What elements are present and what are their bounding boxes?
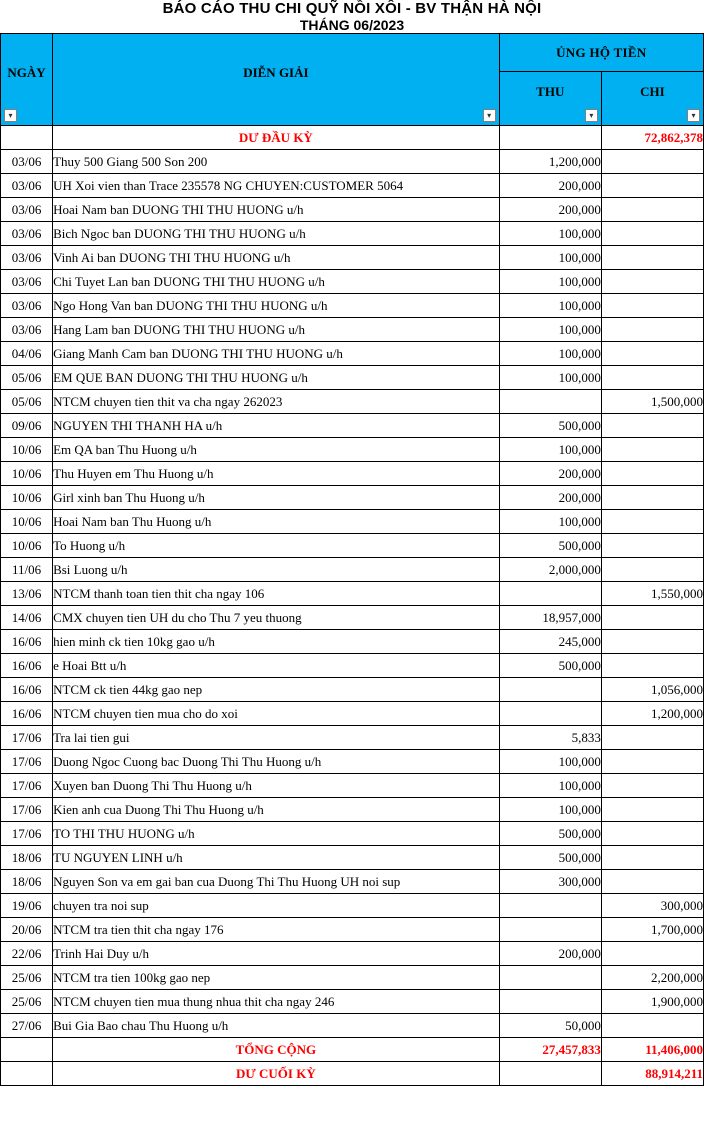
cell-description: Bsi Luong u/h xyxy=(53,558,500,582)
cell-date: 03/06 xyxy=(1,150,53,174)
cell-description: Thuy 500 Giang 500 Son 200 xyxy=(53,150,500,174)
table-row xyxy=(1,510,704,534)
cell-thu xyxy=(499,990,601,1014)
table-row xyxy=(1,678,704,702)
cell-thu: 100,000 xyxy=(499,246,601,270)
opening-balance-label: DƯ ĐẦU KỲ xyxy=(53,126,500,150)
cell-date: 18/06 xyxy=(1,870,53,894)
cell-chi: 1,550,000 xyxy=(601,582,703,606)
cell-date: 17/06 xyxy=(1,750,53,774)
cell-thu: 50,000 xyxy=(499,1014,601,1038)
cell-description: NTCM tra tien 100kg gao nep xyxy=(53,966,500,990)
cell-chi: 1,500,000 xyxy=(601,390,703,414)
cell-chi xyxy=(601,942,703,966)
cell-date: 25/06 xyxy=(1,966,53,990)
cell-chi xyxy=(601,438,703,462)
filter-icon-date[interactable]: ▾ xyxy=(4,109,17,122)
cell-chi xyxy=(601,558,703,582)
table-row xyxy=(1,486,704,510)
cell-date: 05/06 xyxy=(1,390,53,414)
cell-thu: 300,000 xyxy=(499,870,601,894)
table-row xyxy=(1,294,704,318)
table-row xyxy=(1,534,704,558)
cell-thu xyxy=(499,918,601,942)
cell-description: To Huong u/h xyxy=(53,534,500,558)
cell-description: Bui Gia Bao chau Thu Huong u/h xyxy=(53,1014,500,1038)
cell-description: Thu Huyen em Thu Huong u/h xyxy=(53,462,500,486)
cell-thu: 200,000 xyxy=(499,942,601,966)
cell-date: 22/06 xyxy=(1,942,53,966)
cell-date: 20/06 xyxy=(1,918,53,942)
closing-balance-date xyxy=(1,1062,53,1086)
cell-thu xyxy=(499,702,601,726)
cell-date: 16/06 xyxy=(1,654,53,678)
header-desc xyxy=(53,34,500,126)
table-row xyxy=(1,942,704,966)
cell-chi xyxy=(601,486,703,510)
cell-date: 04/06 xyxy=(1,342,53,366)
table-row xyxy=(1,606,704,630)
cell-thu xyxy=(499,390,601,414)
cell-thu: 100,000 xyxy=(499,438,601,462)
cell-chi xyxy=(601,414,703,438)
report-subtitle: THÁNG 06/2023 xyxy=(299,17,405,33)
cell-date: 27/06 xyxy=(1,1014,53,1038)
cell-chi xyxy=(601,342,703,366)
cell-date: 03/06 xyxy=(1,318,53,342)
cell-chi xyxy=(601,630,703,654)
cell-date: 05/06 xyxy=(1,366,53,390)
cell-date: 03/06 xyxy=(1,246,53,270)
table-row xyxy=(1,174,704,198)
cell-date: 17/06 xyxy=(1,798,53,822)
cell-date: 16/06 xyxy=(1,702,53,726)
cell-thu: 200,000 xyxy=(499,462,601,486)
table-row xyxy=(1,630,704,654)
cell-thu: 200,000 xyxy=(499,486,601,510)
table-row xyxy=(1,702,704,726)
transaction-rows xyxy=(1,150,704,1038)
cell-date: 17/06 xyxy=(1,726,53,750)
cell-chi xyxy=(601,870,703,894)
filter-icon-desc[interactable]: ▾ xyxy=(483,109,496,122)
title-row-sub xyxy=(1,17,704,34)
cell-chi xyxy=(601,606,703,630)
cell-description: Bich Ngoc ban DUONG THI THU HUONG u/h xyxy=(53,222,500,246)
cell-date: 19/06 xyxy=(1,894,53,918)
cell-description: e Hoai Btt u/h xyxy=(53,654,500,678)
cell-description: CMX chuyen tien UH du cho Thu 7 yeu thuong xyxy=(53,606,500,630)
opening-balance-chi: 72,862,378 xyxy=(601,126,703,150)
cell-thu: 500,000 xyxy=(499,534,601,558)
cell-thu: 5,833 xyxy=(499,726,601,750)
cell-description: NTCM chuyen tien thit va cha ngay 262023 xyxy=(53,390,500,414)
cell-chi xyxy=(601,822,703,846)
cell-date: 25/06 xyxy=(1,990,53,1014)
opening-balance-row xyxy=(1,126,704,150)
cell-chi xyxy=(601,222,703,246)
cell-thu xyxy=(499,966,601,990)
filter-icon-thu[interactable]: ▾ xyxy=(585,109,598,122)
header-thu-label: THU xyxy=(536,83,565,99)
cell-thu: 100,000 xyxy=(499,366,601,390)
table-row xyxy=(1,870,704,894)
cell-date: 03/06 xyxy=(1,174,53,198)
cell-description: Xuyen ban Duong Thi Thu Huong u/h xyxy=(53,774,500,798)
cell-chi: 2,200,000 xyxy=(601,966,703,990)
totals-chi: 11,406,000 xyxy=(601,1038,703,1062)
table-row xyxy=(1,774,704,798)
table-row xyxy=(1,894,704,918)
table-row xyxy=(1,990,704,1014)
header-desc-label: DIỄN GIẢI xyxy=(243,64,309,80)
cell-description: chuyen tra noi sup xyxy=(53,894,500,918)
cell-description: EM QUE BAN DUONG THI THU HUONG u/h xyxy=(53,366,500,390)
cell-date: 18/06 xyxy=(1,846,53,870)
cell-thu: 500,000 xyxy=(499,822,601,846)
header-chi-label: CHI xyxy=(640,83,665,99)
cell-chi xyxy=(601,246,703,270)
cell-thu xyxy=(499,582,601,606)
filter-icon-chi[interactable]: ▾ xyxy=(687,109,700,122)
table-row xyxy=(1,750,704,774)
cell-chi: 1,700,000 xyxy=(601,918,703,942)
cell-description: Ngo Hong Van ban DUONG THI THU HUONG u/h xyxy=(53,294,500,318)
cell-description: Hoai Nam ban Thu Huong u/h xyxy=(53,510,500,534)
cell-chi xyxy=(601,150,703,174)
cell-date: 10/06 xyxy=(1,438,53,462)
table-row xyxy=(1,726,704,750)
closing-balance-label: DƯ CUỐI KỲ xyxy=(53,1062,500,1086)
cell-description: Vinh Ai ban DUONG THI THU HUONG u/h xyxy=(53,246,500,270)
table-row xyxy=(1,246,704,270)
closing-balance-row xyxy=(1,1062,704,1086)
header-date xyxy=(1,34,53,126)
table-row xyxy=(1,414,704,438)
cell-date: 11/06 xyxy=(1,558,53,582)
cell-thu: 1,200,000 xyxy=(499,150,601,174)
cell-date: 03/06 xyxy=(1,222,53,246)
cell-chi xyxy=(601,750,703,774)
table-row xyxy=(1,654,704,678)
cell-date: 09/06 xyxy=(1,414,53,438)
cell-chi xyxy=(601,462,703,486)
cell-chi xyxy=(601,198,703,222)
totals-date xyxy=(1,1038,53,1062)
cell-description: TO THI THU HUONG u/h xyxy=(53,822,500,846)
cell-chi xyxy=(601,846,703,870)
cell-description: TU NGUYEN LINH u/h xyxy=(53,846,500,870)
cell-thu xyxy=(499,678,601,702)
closing-balance-thu xyxy=(499,1062,601,1086)
cell-thu: 245,000 xyxy=(499,630,601,654)
cell-date: 03/06 xyxy=(1,198,53,222)
cell-chi: 1,056,000 xyxy=(601,678,703,702)
opening-balance-date xyxy=(1,126,53,150)
cell-thu: 100,000 xyxy=(499,342,601,366)
cell-description: UH Xoi vien than Trace 235578 NG CHUYEN:CUSTOMER 5064 xyxy=(53,174,500,198)
cell-thu: 500,000 xyxy=(499,846,601,870)
cell-date: 10/06 xyxy=(1,462,53,486)
table-row xyxy=(1,366,704,390)
cell-description: Kien anh cua Duong Thi Thu Huong u/h xyxy=(53,798,500,822)
table-row xyxy=(1,342,704,366)
cell-date: 03/06 xyxy=(1,270,53,294)
table-row xyxy=(1,918,704,942)
report-title: BÁO CÁO THU CHI QUỸ NỒI XÔI - BV THẬN HÀ NỘI xyxy=(162,0,542,17)
cell-thu: 500,000 xyxy=(499,654,601,678)
table-row xyxy=(1,150,704,174)
cell-chi xyxy=(601,294,703,318)
cell-chi xyxy=(601,510,703,534)
cell-date: 17/06 xyxy=(1,822,53,846)
cell-description: Trinh Hai Duy u/h xyxy=(53,942,500,966)
cell-description: NTCM chuyen tien mua cho do xoi xyxy=(53,702,500,726)
cell-thu: 100,000 xyxy=(499,510,601,534)
table-row xyxy=(1,390,704,414)
cell-thu: 200,000 xyxy=(499,198,601,222)
header-thu xyxy=(499,72,601,126)
cell-description: Em QA ban Thu Huong u/h xyxy=(53,438,500,462)
table-row xyxy=(1,270,704,294)
header-group-donation: ỦNG HỘ TIỀN xyxy=(499,34,703,72)
cell-chi xyxy=(601,1014,703,1038)
cell-thu: 100,000 xyxy=(499,798,601,822)
totals-label: TỔNG CỘNG xyxy=(53,1038,500,1062)
cell-description: NTCM tra tien thit cha ngay 176 xyxy=(53,918,500,942)
opening-balance-thu xyxy=(499,126,601,150)
table-row xyxy=(1,966,704,990)
table-row xyxy=(1,1014,704,1038)
cell-thu: 100,000 xyxy=(499,294,601,318)
cell-date: 10/06 xyxy=(1,486,53,510)
table-row xyxy=(1,822,704,846)
cell-description: NGUYEN THI THANH HA u/h xyxy=(53,414,500,438)
cell-description: Chi Tuyet Lan ban DUONG THI THU HUONG u/h xyxy=(53,270,500,294)
cell-chi: 1,900,000 xyxy=(601,990,703,1014)
table-row xyxy=(1,558,704,582)
totals-thu: 27,457,833 xyxy=(499,1038,601,1062)
table-row xyxy=(1,438,704,462)
cell-date: 03/06 xyxy=(1,294,53,318)
table-row xyxy=(1,318,704,342)
cell-description: Tra lai tien gui xyxy=(53,726,500,750)
header-chi xyxy=(601,72,703,126)
table-row xyxy=(1,798,704,822)
cell-thu: 200,000 xyxy=(499,174,601,198)
cell-date: 10/06 xyxy=(1,534,53,558)
header-row-top xyxy=(1,34,704,72)
cell-thu: 500,000 xyxy=(499,414,601,438)
cell-chi xyxy=(601,726,703,750)
cell-description: Hoai Nam ban DUONG THI THU HUONG u/h xyxy=(53,198,500,222)
cell-date: 14/06 xyxy=(1,606,53,630)
cell-chi xyxy=(601,366,703,390)
cell-chi xyxy=(601,534,703,558)
cell-description: NTCM chuyen tien mua thung nhua thit cha ngay 246 xyxy=(53,990,500,1014)
cell-chi xyxy=(601,270,703,294)
cell-chi xyxy=(601,798,703,822)
cell-chi xyxy=(601,774,703,798)
cell-thu: 100,000 xyxy=(499,222,601,246)
cell-thu: 100,000 xyxy=(499,750,601,774)
table-row xyxy=(1,462,704,486)
cell-date: 10/06 xyxy=(1,510,53,534)
cell-date: 13/06 xyxy=(1,582,53,606)
cell-description: Duong Ngoc Cuong bac Duong Thi Thu Huong u/h xyxy=(53,750,500,774)
cell-date: 17/06 xyxy=(1,774,53,798)
title-row-main xyxy=(1,0,704,17)
header-date-label: NGÀY xyxy=(7,64,46,80)
table-row xyxy=(1,222,704,246)
cell-description: Nguyen Son va em gai ban cua Duong Thi Thu Huong UH noi sup xyxy=(53,870,500,894)
cell-chi: 1,200,000 xyxy=(601,702,703,726)
cell-description: hien minh ck tien 10kg gao u/h xyxy=(53,630,500,654)
cell-thu: 18,957,000 xyxy=(499,606,601,630)
closing-balance-value: 88,914,211 xyxy=(601,1062,703,1086)
cell-date: 16/06 xyxy=(1,678,53,702)
table-row xyxy=(1,198,704,222)
cell-description: Giang Manh Cam ban DUONG THI THU HUONG u/h xyxy=(53,342,500,366)
cell-thu xyxy=(499,894,601,918)
cell-thu: 100,000 xyxy=(499,270,601,294)
cell-chi xyxy=(601,654,703,678)
cell-description: Hang Lam ban DUONG THI THU HUONG u/h xyxy=(53,318,500,342)
cell-description: NTCM ck tien 44kg gao nep xyxy=(53,678,500,702)
cell-chi xyxy=(601,318,703,342)
totals-row xyxy=(1,1038,704,1062)
cell-thu: 100,000 xyxy=(499,318,601,342)
cell-date: 16/06 xyxy=(1,630,53,654)
cell-chi: 300,000 xyxy=(601,894,703,918)
cell-description: NTCM thanh toan tien thit cha ngay 106 xyxy=(53,582,500,606)
cell-description: Girl xinh ban Thu Huong u/h xyxy=(53,486,500,510)
cell-chi xyxy=(601,174,703,198)
table-row xyxy=(1,582,704,606)
cell-thu: 2,000,000 xyxy=(499,558,601,582)
table-row xyxy=(1,846,704,870)
cell-thu: 100,000 xyxy=(499,774,601,798)
